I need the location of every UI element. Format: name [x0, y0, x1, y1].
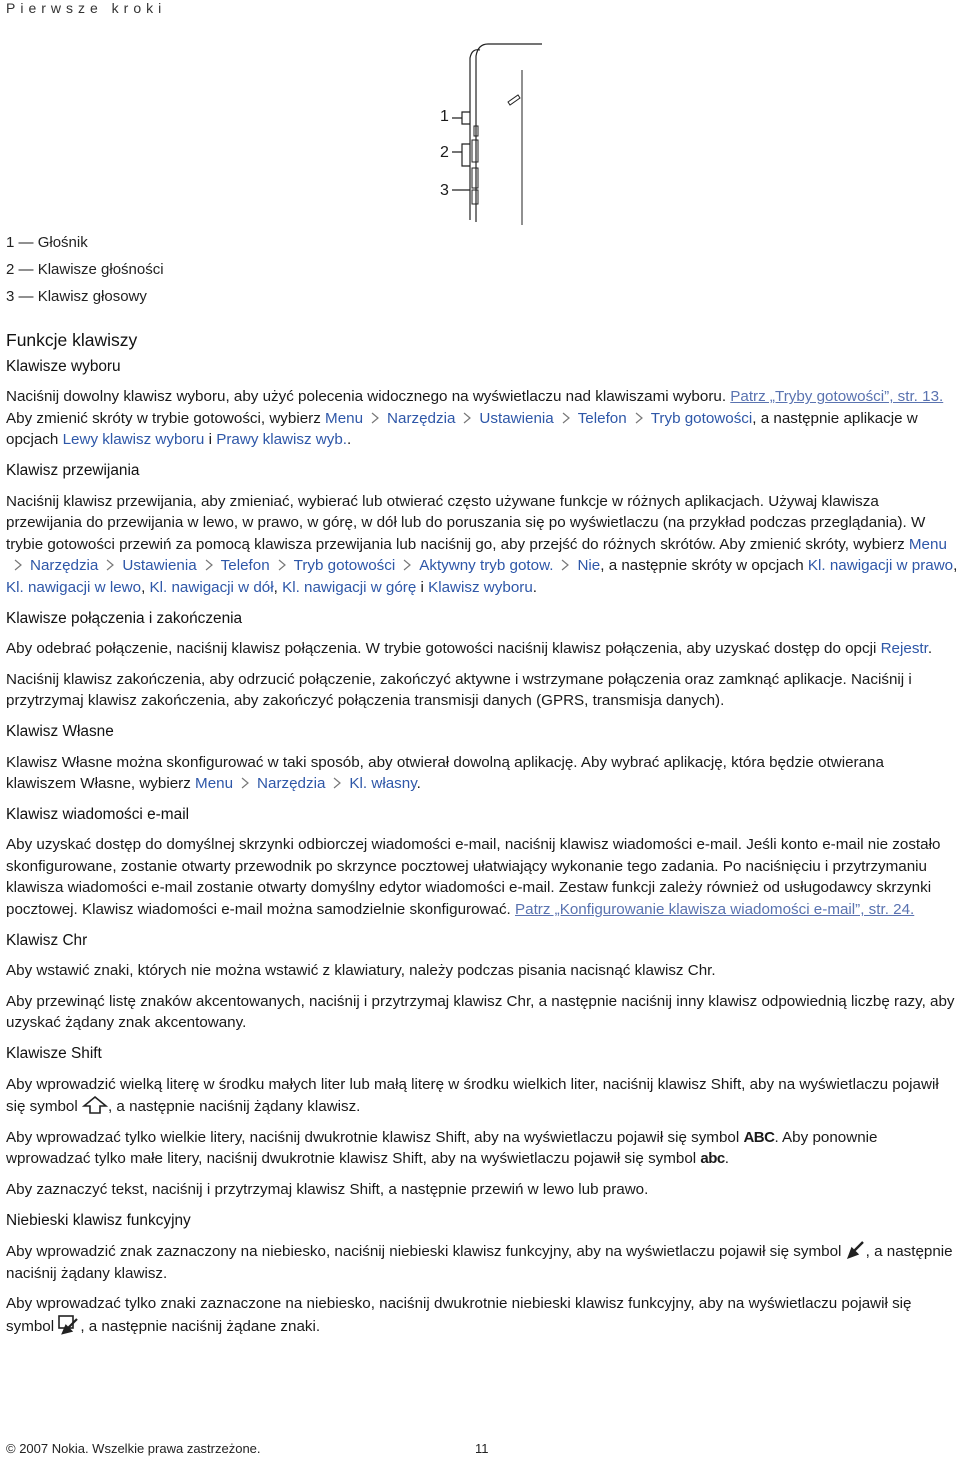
- cross-reference-link[interactable]: Patrz „Konfigurowanie klawisza wiadomości e-mail”, str. 24.: [515, 901, 915, 919]
- lowercase-mode-icon: abc: [700, 1150, 725, 1168]
- menu-path-item: Ustawienia: [479, 409, 554, 427]
- chevron-right-icon: [203, 559, 215, 571]
- menu-path-item: Narzędzia: [257, 775, 326, 793]
- callout-3: 3: [440, 182, 449, 199]
- running-header: Pierwsze kroki: [6, 0, 167, 16]
- chevron-right-icon: [369, 412, 381, 424]
- menu-path-item: Telefon: [220, 557, 270, 575]
- option-name: Lewy klawisz wyboru: [62, 431, 205, 449]
- menu-path-item: Ustawienia: [122, 557, 197, 575]
- menu-path-item: Narzędzia: [387, 409, 456, 427]
- menu-path-item: Tryb gotowości: [293, 557, 396, 575]
- paragraph: Naciśnij dowolny klawisz wyboru, aby użyć polecenia widocznego na wyświetlaczu nad klawiszami wyboru. Patrz „Tryby gotowości”, str. 13. Aby zmienić skróty w trybie gotowości, wybierz Menu Narzędzia Ustawienia Telefon Tryb gotowości, a następnie aplikacje w opcjach Lewy klawisz wyboru i Prawy klawisz wyb..: [6, 388, 944, 449]
- menu-path-item: Kl. własny: [349, 775, 417, 793]
- menu-path-item: Aktywny tryb gotow.: [419, 557, 554, 575]
- paragraph: Naciśnij klawisz zakończenia, aby odrzucić połączenie, zakończyć aktywne i wstrzymane połączenia oraz zamknąć aplikacje. Naciśnij i przytrzymaj klawisz zakończenia, aby zakończyć połączenia transmisji danych (GPRS, transmisja danych).: [6, 670, 912, 710]
- option-name: Kl. nawigacji w prawo: [807, 557, 954, 575]
- paragraph: Aby wstawić znaki, których nie można wstawić z klawiatury, należy podczas pisania nacisnąć klawisz Chr.: [6, 962, 716, 980]
- footer-copyright: © 2007 Nokia. Wszelkie prawa zastrzeżone.: [6, 1441, 261, 1456]
- paragraph: Aby przewinąć listę znaków akcentowanych, naciśnij i przytrzymaj klawisz Chr, a następnie naciśnij inny klawisz odpowiednią liczbę razy, aby uzyskać żądany znak akcentowany.: [6, 992, 955, 1032]
- paragraph: Aby wprowadzić wielką literę w środku małych liter lub małą literę w środku wielkich liter, naciśnij klawisz Shift, aby na wyświetlaczu pojawił się symbol , a następnie naciśnij żądany klawisz.: [6, 1075, 939, 1116]
- paragraph: Aby wprowadzić znak zaznaczony na niebiesko, naciśnij niebieski klawisz funkcyjny, aby na wyświetlaczu pojawił się symbol , a następnie naciśnij żądany klawisz.: [6, 1240, 958, 1284]
- menu-path-item: Menu: [908, 535, 947, 553]
- paragraph: Aby uzyskać dostęp do domyślnej skrzynki odbiorczej wiadomości e-mail, naciśnij klawisz wiadomości e-mail. Jeśli konto e-mail nie zostało skonfigurowane, zostanie otwarty przewodnik po skrzynce pocztowej ułatwiający wykonanie tego zadania. Po naciśnięciu i przytrzymaniu klawisza wiadomości e-mail zostanie otwarty domyślny edytor wiadomości e-mail. Zestaw funkcji zależy również od usługodawcy skrzynki pocztowej. Klawisz wiadomości e-mail można samodzielnie skonfigurować. Patrz „Konfigurowanie klawisza wiadomości e-mail”, str. 24.: [6, 836, 941, 919]
- subsection-title: Klawisz wiadomości e-mail: [6, 805, 190, 823]
- menu-path-item: Menu: [195, 775, 234, 793]
- chevron-right-icon: [560, 412, 572, 424]
- uppercase-mode-icon: ABC: [743, 1128, 775, 1146]
- chevron-right-icon: [559, 559, 571, 571]
- callout-1: 1: [440, 108, 449, 125]
- legend-item: 1 — Głośnik: [6, 234, 88, 251]
- legend-item: 3 — Klawisz głosowy: [6, 288, 147, 305]
- paragraph: Aby zaznaczyć tekst, naciśnij i przytrzymaj klawisz Shift, a następnie przewiń w lewo lub prawo.: [6, 1181, 649, 1198]
- subsection-title: Klawisz Własne: [6, 722, 114, 740]
- menu-path-item: Narzędzia: [30, 557, 99, 575]
- paragraph: Aby wprowadzać tylko znaki zaznaczone na niebiesko, naciśnij dwukrotnie niebieski klawisz funkcyjny, aby na wyświetlaczu pojawił się symbol , a następnie naciśnij żądane znaki.: [6, 1295, 912, 1335]
- chevron-right-icon: [12, 559, 24, 571]
- option-name: Rejestr: [880, 640, 928, 658]
- option-name: Kl. nawigacji w dół: [149, 578, 274, 596]
- legend-item: 2 — Klawisze głośności: [6, 261, 164, 278]
- paragraph: Aby wprowadzać tylko wielkie litery, naciśnij dwukrotnie klawisz Shift, aby na wyświetlaczu pojawił się symbol ABC. Aby ponownie wprowadzać tylko małe litery, naciśnij dwukrotnie klawisz Shift, aby na wyświetlaczu pojawił się symbol abc.: [6, 1128, 878, 1168]
- blue-function-lock-icon: [58, 1315, 80, 1335]
- chevron-right-icon: [633, 412, 645, 424]
- menu-path-item: Tryb gotowości: [650, 409, 753, 427]
- subsection-title: Klawisze wyboru: [6, 357, 121, 375]
- subsection-title: Niebieski klawisz funkcyjny: [6, 1211, 191, 1229]
- option-name: Kl. nawigacji w lewo: [6, 578, 142, 596]
- blue-function-arrow-icon: [846, 1240, 866, 1260]
- option-name: Klawisz wyboru: [428, 578, 533, 596]
- chevron-right-icon: [239, 777, 251, 789]
- menu-path-item: Telefon: [577, 409, 627, 427]
- paragraph: Aby odebrać połączenie, naciśnij klawisz połączenia. W trybie gotowości naciśnij klawisz połączenia, aby uzyskać dostęp do opcji Rejestr.: [6, 640, 933, 658]
- cross-reference-link[interactable]: Patrz „Tryby gotowości”, str. 13.: [730, 388, 944, 406]
- menu-path-item: Nie: [577, 557, 601, 575]
- paragraph: Naciśnij klawisz przewijania, aby zmieniać, wybierać lub otwierać często używane funkcje w różnych aplikacjach. Używaj klawisza przewijania do przewijania w lewo, w prawo, w górę, w dół lub do poruszania się po wyświetlaczu (na przykład podczas przeglądania). W trybie gotowości przewiń za pomocą klawisza przewijania lub naciśnij go, aby przejść do różnych skrótów. Aby zmienić skróty, wybierz MenuNarzędzia Ustawienia Telefon Tryb gotowości Aktywny tryb gotow. Nie, a następnie skróty w opcjach Kl. nawigacji w prawo, Kl. nawigacji w lewo, Kl. nawigacji w dół, Kl. nawigacji w górę i Klawisz wyboru.: [6, 492, 958, 596]
- shift-arrow-icon: [82, 1095, 108, 1115]
- subsection-title: Klawisze Shift: [6, 1045, 102, 1063]
- menu-path-item: Menu: [325, 409, 364, 427]
- section-title: Funkcje klawiszy: [6, 330, 138, 350]
- subsection-title: Klawisze połączenia i zakończenia: [6, 609, 243, 627]
- subsection-title: Klawisz Chr: [6, 931, 88, 949]
- chevron-right-icon: [461, 412, 473, 424]
- chevron-right-icon: [276, 559, 288, 571]
- paragraph: Klawisz Własne można skonfigurować w taki sposób, aby otwierał dowolną aplikację. Aby wybrać aplikację, która będzie otwierana klawiszem Własne, wybierz Menu Narzędzia Kl. własny.: [6, 753, 884, 793]
- option-name: Prawy klawisz wyb.: [216, 431, 348, 449]
- callout-2: 2: [440, 144, 449, 161]
- option-name: Kl. nawigacji w górę: [282, 578, 417, 596]
- main-content: [6, 330, 958, 1347]
- chevron-right-icon: [401, 559, 413, 571]
- chevron-right-icon: [331, 777, 343, 789]
- chevron-right-icon: [104, 559, 116, 571]
- page-number: 11: [475, 1441, 489, 1456]
- subsection-title: Klawisz przewijania: [6, 461, 140, 479]
